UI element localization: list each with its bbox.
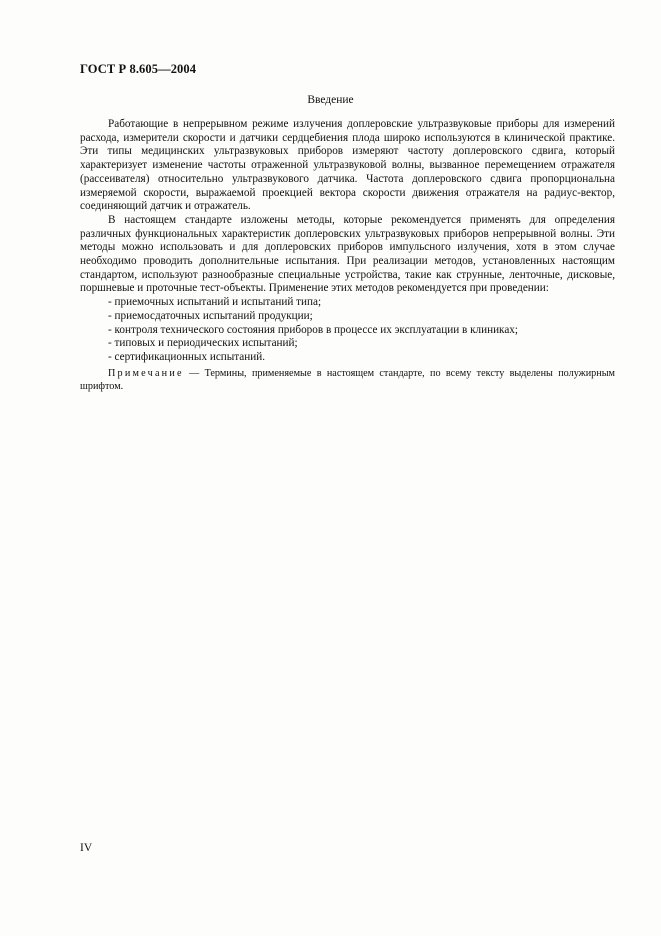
list-item: - приемочных испытаний и испытаний типа; bbox=[108, 296, 322, 309]
note-label: Примечание bbox=[108, 367, 184, 379]
list-item: - приемосдаточных испытаний продукции; bbox=[108, 309, 313, 322]
section-title: Введение bbox=[307, 94, 354, 106]
note bbox=[80, 367, 615, 393]
list-item: - сертификационных испытаний. bbox=[108, 350, 266, 363]
note-text: — Термины, применяемые в настоящем стандарте, по всему тексту выделены полужирным шрифтом. bbox=[80, 367, 615, 392]
testing-list bbox=[80, 296, 615, 365]
document-body bbox=[80, 118, 615, 403]
paragraph-2: В настоящем стандарте изложены методы, которые рекомендуется применять для определения различных функциональных характеристик доплеровских ультразвуковых приборов непрерывной волны. Эти методы можно использовать и для доплеровских приборов импульсного излучения, хотя в этом случае необходимо проводить дополнительные испытания. При реализации методов, установленных настоящим стандартом, используют разнообразные специальные устройства, такие как струнные, ленточные, дисковые, поршневые и проточные тест-объекты. Применение этих методов рекомендуется при проведении: bbox=[80, 213, 615, 295]
list-item: - контроля технического состояния приборов в процессе их эксплуатации в клиниках; bbox=[108, 323, 518, 336]
page-number: IV bbox=[80, 842, 93, 854]
paragraph-1: Работающие в непрерывном режиме излучения доплеровские ультразвуковые приборы для измерений расхода, измерители скорости и датчики сердцебиения плода широко используются в клинической практике. Эти типы медицинских ультразвуковых приборов измеряют частоту доплеровского сдвига, который характеризует изменение частоты отраженной ультразвуковой волны, вызванное перемещением отражателя (рассеивателя) относительно ультразвукового датчика. Частота доплеровского сдвига пропорциональна измеряемой скорости, выражаемой проекцией вектора скорости движения отражателя на радиус-вектор, соединяющий датчик и отражатель. bbox=[80, 118, 615, 213]
standard-designation: ГОСТ Р 8.605—2004 bbox=[80, 62, 197, 76]
list-item: - типовых и периодических испытаний; bbox=[108, 337, 298, 350]
